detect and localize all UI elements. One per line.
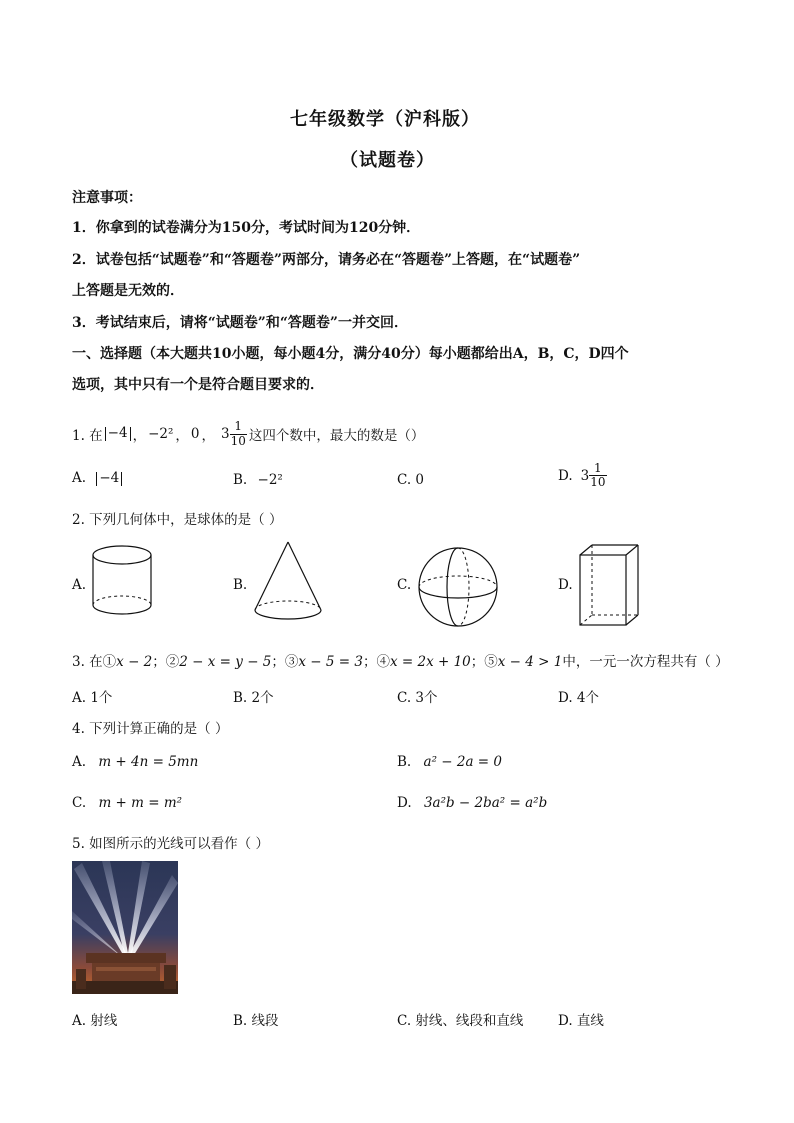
q3-option-a[interactable]: A. 1个 <box>72 690 113 706</box>
q5-option-a[interactable]: A. 射线 <box>72 1013 118 1029</box>
section-heading-cont: 选项，其中只有一个是符合题目要求的． <box>72 377 324 393</box>
q1-fraction <box>230 420 247 447</box>
option-expr: 3a²b − 2ba² = a²b <box>423 795 548 811</box>
option-value: −2² <box>257 472 283 488</box>
q3-option-b[interactable]: B. 2个 <box>233 690 274 706</box>
q1-mixed-whole: 3 <box>220 426 230 442</box>
notice-item-2: 2．试卷包括“试题卷”和“答题卷”两部分，请务必在“答题卷”上答题，在“试题卷” <box>72 252 581 268</box>
q3-option-d[interactable]: D. 4个 <box>558 690 600 706</box>
notice-item-3: 3．考试结束后，请将“试题卷”和“答题卷”一并交回． <box>72 315 408 331</box>
question-1-stem <box>72 414 424 454</box>
q1-abs-value: −4 <box>105 427 131 441</box>
q5-option-d[interactable]: D. 直线 <box>558 1013 604 1029</box>
q3-suffix: 中，一元一次方程共有（ ） <box>562 654 729 670</box>
q1-fraction-den: 10 <box>230 433 246 448</box>
section-heading: 一、选择题（本大题共10小题，每小题4分，满分40分）每小题都给出A，B，C，D四个 <box>72 346 629 362</box>
q1-zero: 0 <box>190 426 200 442</box>
q1-fraction-num: 1 <box>230 420 247 434</box>
cone-figure <box>252 540 324 622</box>
notice-item-2-cont: 上答题是无效的． <box>72 283 184 299</box>
q3-sep: ；② <box>152 654 180 670</box>
q1-prefix: 1. 在 <box>72 428 103 444</box>
q3-expr-1: x − 2 <box>116 654 153 670</box>
option-label: B. <box>397 754 412 770</box>
q1-sep: ， <box>175 428 189 444</box>
q4-option-b[interactable] <box>397 754 502 770</box>
option-fraction-den: 10 <box>590 475 606 490</box>
q2-option-c-label[interactable]: C. <box>397 577 412 593</box>
option-label: A. <box>72 754 87 770</box>
q2-option-d-label[interactable]: D. <box>558 577 573 593</box>
prism-figure <box>578 543 640 627</box>
q4-option-a[interactable] <box>72 754 198 770</box>
question-3-stem <box>72 650 729 670</box>
q1-suffix: 这四个数中，最大的数是（） <box>248 428 425 444</box>
q1-option-b[interactable] <box>233 472 283 488</box>
option-expr: m + 4n = 5mn <box>98 754 199 770</box>
page-title: 七年级数学（沪科版） <box>290 109 480 130</box>
light-beams-photo <box>72 861 178 994</box>
option-value: −4 <box>96 472 122 486</box>
option-label: A. <box>72 470 87 486</box>
question-5-stem: 5. 如图所示的光线可以看作（ ） <box>72 836 269 852</box>
q2-option-b-label[interactable]: B. <box>233 577 248 593</box>
q3-expr-4: x = 2x + 10 <box>389 654 471 670</box>
q1-neg-power: −2² <box>148 426 174 442</box>
q3-sep: ；④ <box>362 654 390 670</box>
option-label: B. <box>233 472 248 488</box>
q1-option-c[interactable]: C. 0 <box>397 472 425 488</box>
question-2-stem: 2. 下列几何体中，是球体的是（ ） <box>72 512 283 528</box>
question-4-stem: 4. 下列计算正确的是（ ） <box>72 721 229 737</box>
q3-option-c[interactable]: C. 3个 <box>397 690 438 706</box>
q3-sep: ；③ <box>271 654 299 670</box>
option-label: D. <box>397 795 412 811</box>
q2-option-a-label[interactable]: A. <box>72 577 87 593</box>
notice-heading: 注意事项： <box>72 190 142 206</box>
option-fraction-num: 1 <box>589 462 606 476</box>
sphere-figure <box>417 546 499 628</box>
q1-option-d[interactable] <box>558 462 607 489</box>
q3-expr-3: x − 5 = 3 <box>298 654 363 670</box>
q5-option-c[interactable]: C. 射线、线段和直线 <box>397 1013 524 1029</box>
option-label: C. <box>72 795 87 811</box>
q4-option-d[interactable] <box>397 795 547 811</box>
page-subtitle: （试题卷） <box>340 150 435 171</box>
q3-expr-2: 2 − x = y − 5 <box>179 654 272 670</box>
q5-option-b[interactable]: B. 线段 <box>233 1013 279 1029</box>
q1-sep: ， <box>201 428 215 444</box>
q3-prefix: 3. 在① <box>72 654 117 670</box>
q4-option-c[interactable] <box>72 795 182 811</box>
q3-expr-5: x − 4 > 1 <box>497 654 563 670</box>
option-expr: a² − 2a = 0 <box>423 754 502 770</box>
q1-option-a[interactable] <box>72 470 122 486</box>
q1-sep: ， <box>132 428 147 444</box>
option-label: D. <box>558 467 573 484</box>
cylinder-figure <box>90 545 154 615</box>
notice-item-1: 1．你拿到的试卷满分为150分，考试时间为120分钟． <box>72 220 421 236</box>
option-whole: 3 <box>580 467 590 484</box>
option-expr: m + m = m² <box>98 795 183 811</box>
q3-sep: ；⑤ <box>470 654 498 670</box>
option-fraction <box>589 462 606 489</box>
